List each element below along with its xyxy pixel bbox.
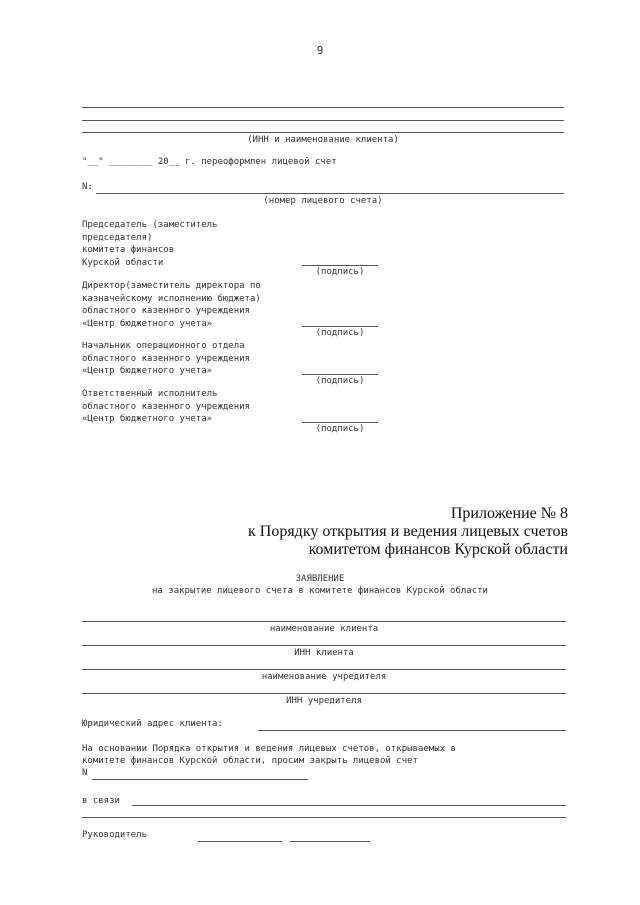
signature-caption: (подпись) bbox=[315, 328, 365, 338]
signatory-chairman bbox=[82, 219, 217, 269]
application-title: ЗАЯВЛЕНИЕ bbox=[295, 574, 345, 584]
legal-address-line bbox=[258, 730, 566, 731]
appendix-line: комитетом финансов Курской области bbox=[308, 541, 568, 558]
head-name-line bbox=[290, 841, 370, 842]
appendix-header bbox=[248, 505, 568, 559]
signatory-line: «Центр бюджетного учета» bbox=[82, 414, 213, 424]
field-caption: ИНН клиента bbox=[294, 648, 354, 658]
reason-line-1 bbox=[132, 805, 566, 806]
client-line-2 bbox=[82, 120, 564, 121]
signatory-line: Директор(заместитель директора по bbox=[82, 281, 261, 291]
signatory-line: областного казенного учреждения bbox=[82, 306, 250, 316]
appendix-title: Приложение № 8 bbox=[450, 505, 568, 522]
account-number-line bbox=[96, 193, 564, 194]
signatory-operations-head bbox=[82, 340, 250, 378]
signatory-line: областного казенного учреждения bbox=[82, 401, 250, 412]
signature-line-executor bbox=[302, 422, 378, 423]
signatory-line: Начальник операционного отдела bbox=[82, 341, 245, 351]
application-subtitle: на закрытие лицевого счета в комитете финансов Курской области bbox=[152, 586, 488, 596]
account-number-prefix: N bbox=[82, 768, 88, 778]
client-line-3 bbox=[82, 132, 564, 133]
inn-caption: (ИНН и наименование клиента) bbox=[247, 135, 399, 145]
legal-address-label: Юридический адрес клиента: bbox=[82, 719, 223, 729]
signatory-line: «Центр бюджетного учета» bbox=[82, 366, 213, 376]
account-prefix: N: bbox=[82, 182, 93, 192]
signature-line-chairman bbox=[302, 265, 378, 266]
appendix-line: к Порядку открытия и ведения лицевых счетов bbox=[247, 523, 568, 540]
signatory-line: председателя) bbox=[82, 232, 153, 243]
client-name-line bbox=[82, 621, 566, 622]
signatory-executor bbox=[82, 388, 250, 426]
account-caption: (номер лицевого счета) bbox=[263, 196, 383, 206]
signatory-line: казначейскому исполнению бюджета) bbox=[82, 293, 261, 304]
signatory-line: комитета финансов bbox=[82, 245, 175, 255]
signatory-line: «Центр бюджетного учета» bbox=[82, 318, 213, 329]
client-line-1 bbox=[82, 107, 564, 108]
signature-caption: (подпись) bbox=[315, 267, 365, 277]
signatory-line: Ответственный исполнитель bbox=[82, 389, 218, 399]
client-inn-line bbox=[82, 645, 566, 646]
reason-label: в связи bbox=[82, 796, 120, 806]
page-number: 9 bbox=[316, 44, 324, 57]
head-label: Руководитель bbox=[82, 830, 148, 840]
signatory-line: Председатель (заместитель bbox=[82, 220, 218, 230]
field-caption: наименование учредителя bbox=[261, 672, 387, 682]
founder-name-line bbox=[82, 669, 566, 670]
reason-line-2 bbox=[82, 817, 566, 818]
basis-text-line: На основании Порядка открытия и ведения лицевых счетов, открываемых в bbox=[82, 744, 456, 754]
signature-caption: (подпись) bbox=[315, 424, 365, 434]
reissue-sentence: "__" ________ 20__ г. переоформлен лицевой счет bbox=[82, 157, 337, 167]
signature-caption: (подпись) bbox=[315, 376, 365, 386]
basis-text-line: комитете финансов Курской области, просим закрыть лицевой счет bbox=[82, 756, 418, 766]
founder-inn-line bbox=[82, 693, 566, 694]
head-signature-line bbox=[198, 841, 282, 842]
signature-line-operations bbox=[302, 374, 378, 375]
field-caption: ИНН учредителя bbox=[286, 696, 362, 706]
signatory-line: Курской области bbox=[82, 257, 164, 268]
closing-account-line bbox=[92, 779, 308, 780]
signatory-director bbox=[82, 280, 261, 330]
signatory-line: областного казенного учреждения bbox=[82, 353, 250, 364]
signature-line-director bbox=[302, 326, 378, 327]
field-caption: наименование клиента bbox=[269, 624, 379, 634]
